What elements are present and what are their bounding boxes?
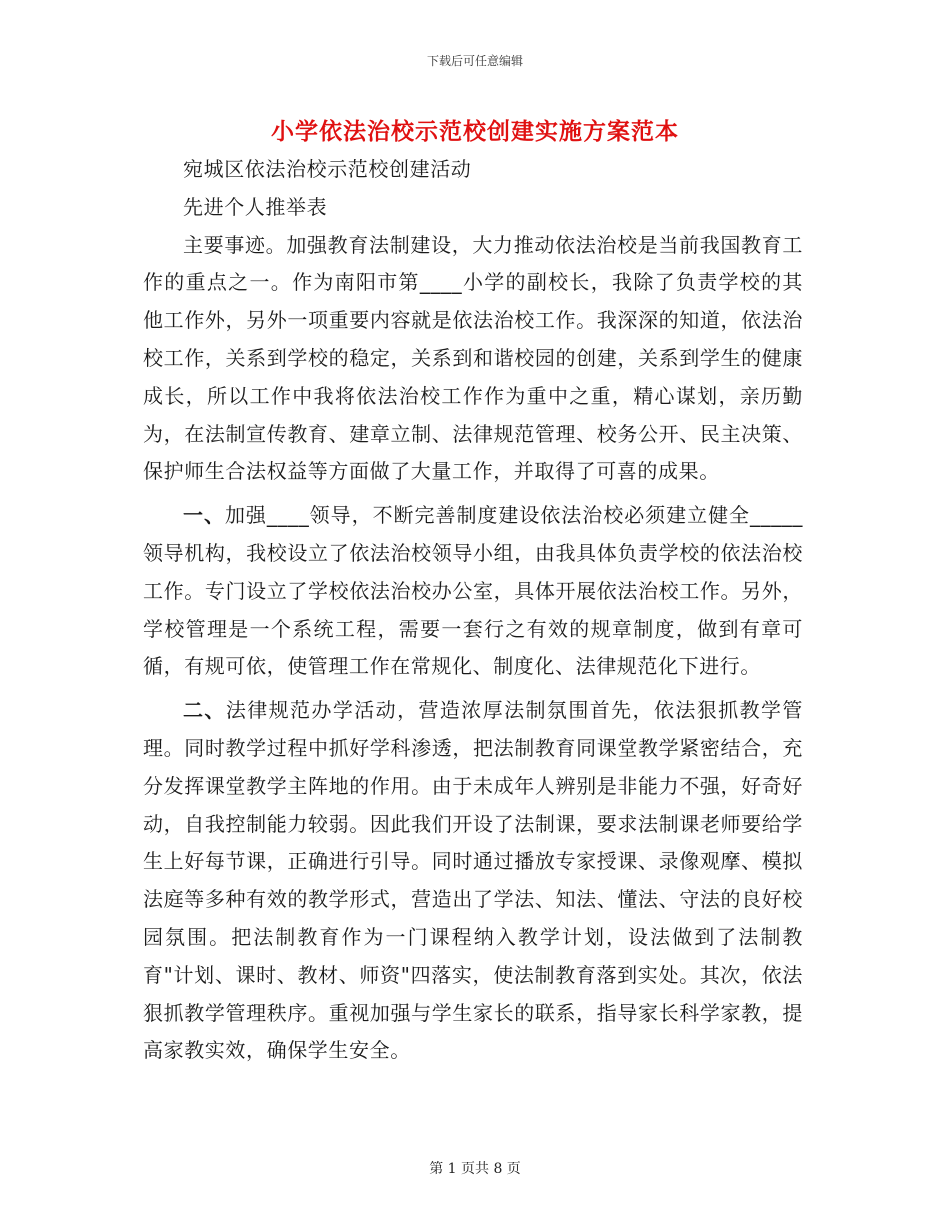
subtitle-line-2: 先进个人推举表 [183, 194, 328, 219]
document-body [143, 151, 803, 1070]
section-1-text: 加强____领导，不断完善制度建设依法治校必须建立健全_____领导机构，我校设立了依法治校领导小组，由我具体负责学校的依法治校工作。专门设立了学校依法治校办公室，具体开展依法治校工作。另外，学校管理是一个系统工程，需要一套行之有效的规章制度，做到有章可循，有规可依，使管理工作在常规化、制度化、法律规范化下进行。 [143, 503, 804, 679]
paragraph-section-2 [143, 692, 803, 1070]
paragraph-main-deeds: 主要事迹。加强教育法制建设，大力推动依法治校是当前我国教育工作的重点之一。作为南阳市第____小学的副校长，我除了负责学校的其他工作外，另外一项重要内容就是依法治校工作。我深深的知道，依法治校工作，关系到学校的稳定，关系到和谐校园的创建，关系到学生的健康成长，所以工作中我将依法治校工作作为重中之重，精心谋划，亲历勤为，在法制宣传教育、建章立制、法律规范管理、校务公开、民主决策、保护师生合法权益等方面做了大量工作，并取得了可喜的成果。 [143, 232, 803, 484]
document-title: 小学依法治校示范校创建实施方案范本 [271, 118, 679, 145]
section-1-lead: 一、 [183, 503, 225, 528]
section-2-text: 法律规范办学活动，营造浓厚法制氛围首先，依法狠抓教学管理。同时教学过程中抓好学科渗透，把法制教育同课堂教学紧密结合，充分发挥课堂教学主阵地的作用。由于未成年人辨别是非能力不强，好奇好动，自我控制能力较弱。因此我们开设了法制课，要求法制课老师要给学生上好每节课，正确进行引导。同时通过播放专家授课、录像观摩、模拟法庭等多种有效的教学形式，营造出了学法、知法、懂法、守法的良好校园氛围。把法制教育作为一门课程纳入教学计划，设法做到了法制教育"计划、课时、教材、师资"四落实，使法制教育落到实处。其次，依法狠抓教学管理秩序。重视加强与学生家长的联系，指导家长科学家教，提高家教实效，确保学生安全。 [143, 698, 804, 1063]
subtitle-line-1: 宛城区依法治校示范校创建活动 [183, 157, 472, 181]
paragraph-section-1 [143, 497, 803, 686]
page-header-note: 下载后可任意编辑 [426, 54, 523, 68]
page-number: 第 1 页共 8 页 [429, 1161, 521, 1177]
section-2-lead: 二、 [183, 698, 226, 723]
